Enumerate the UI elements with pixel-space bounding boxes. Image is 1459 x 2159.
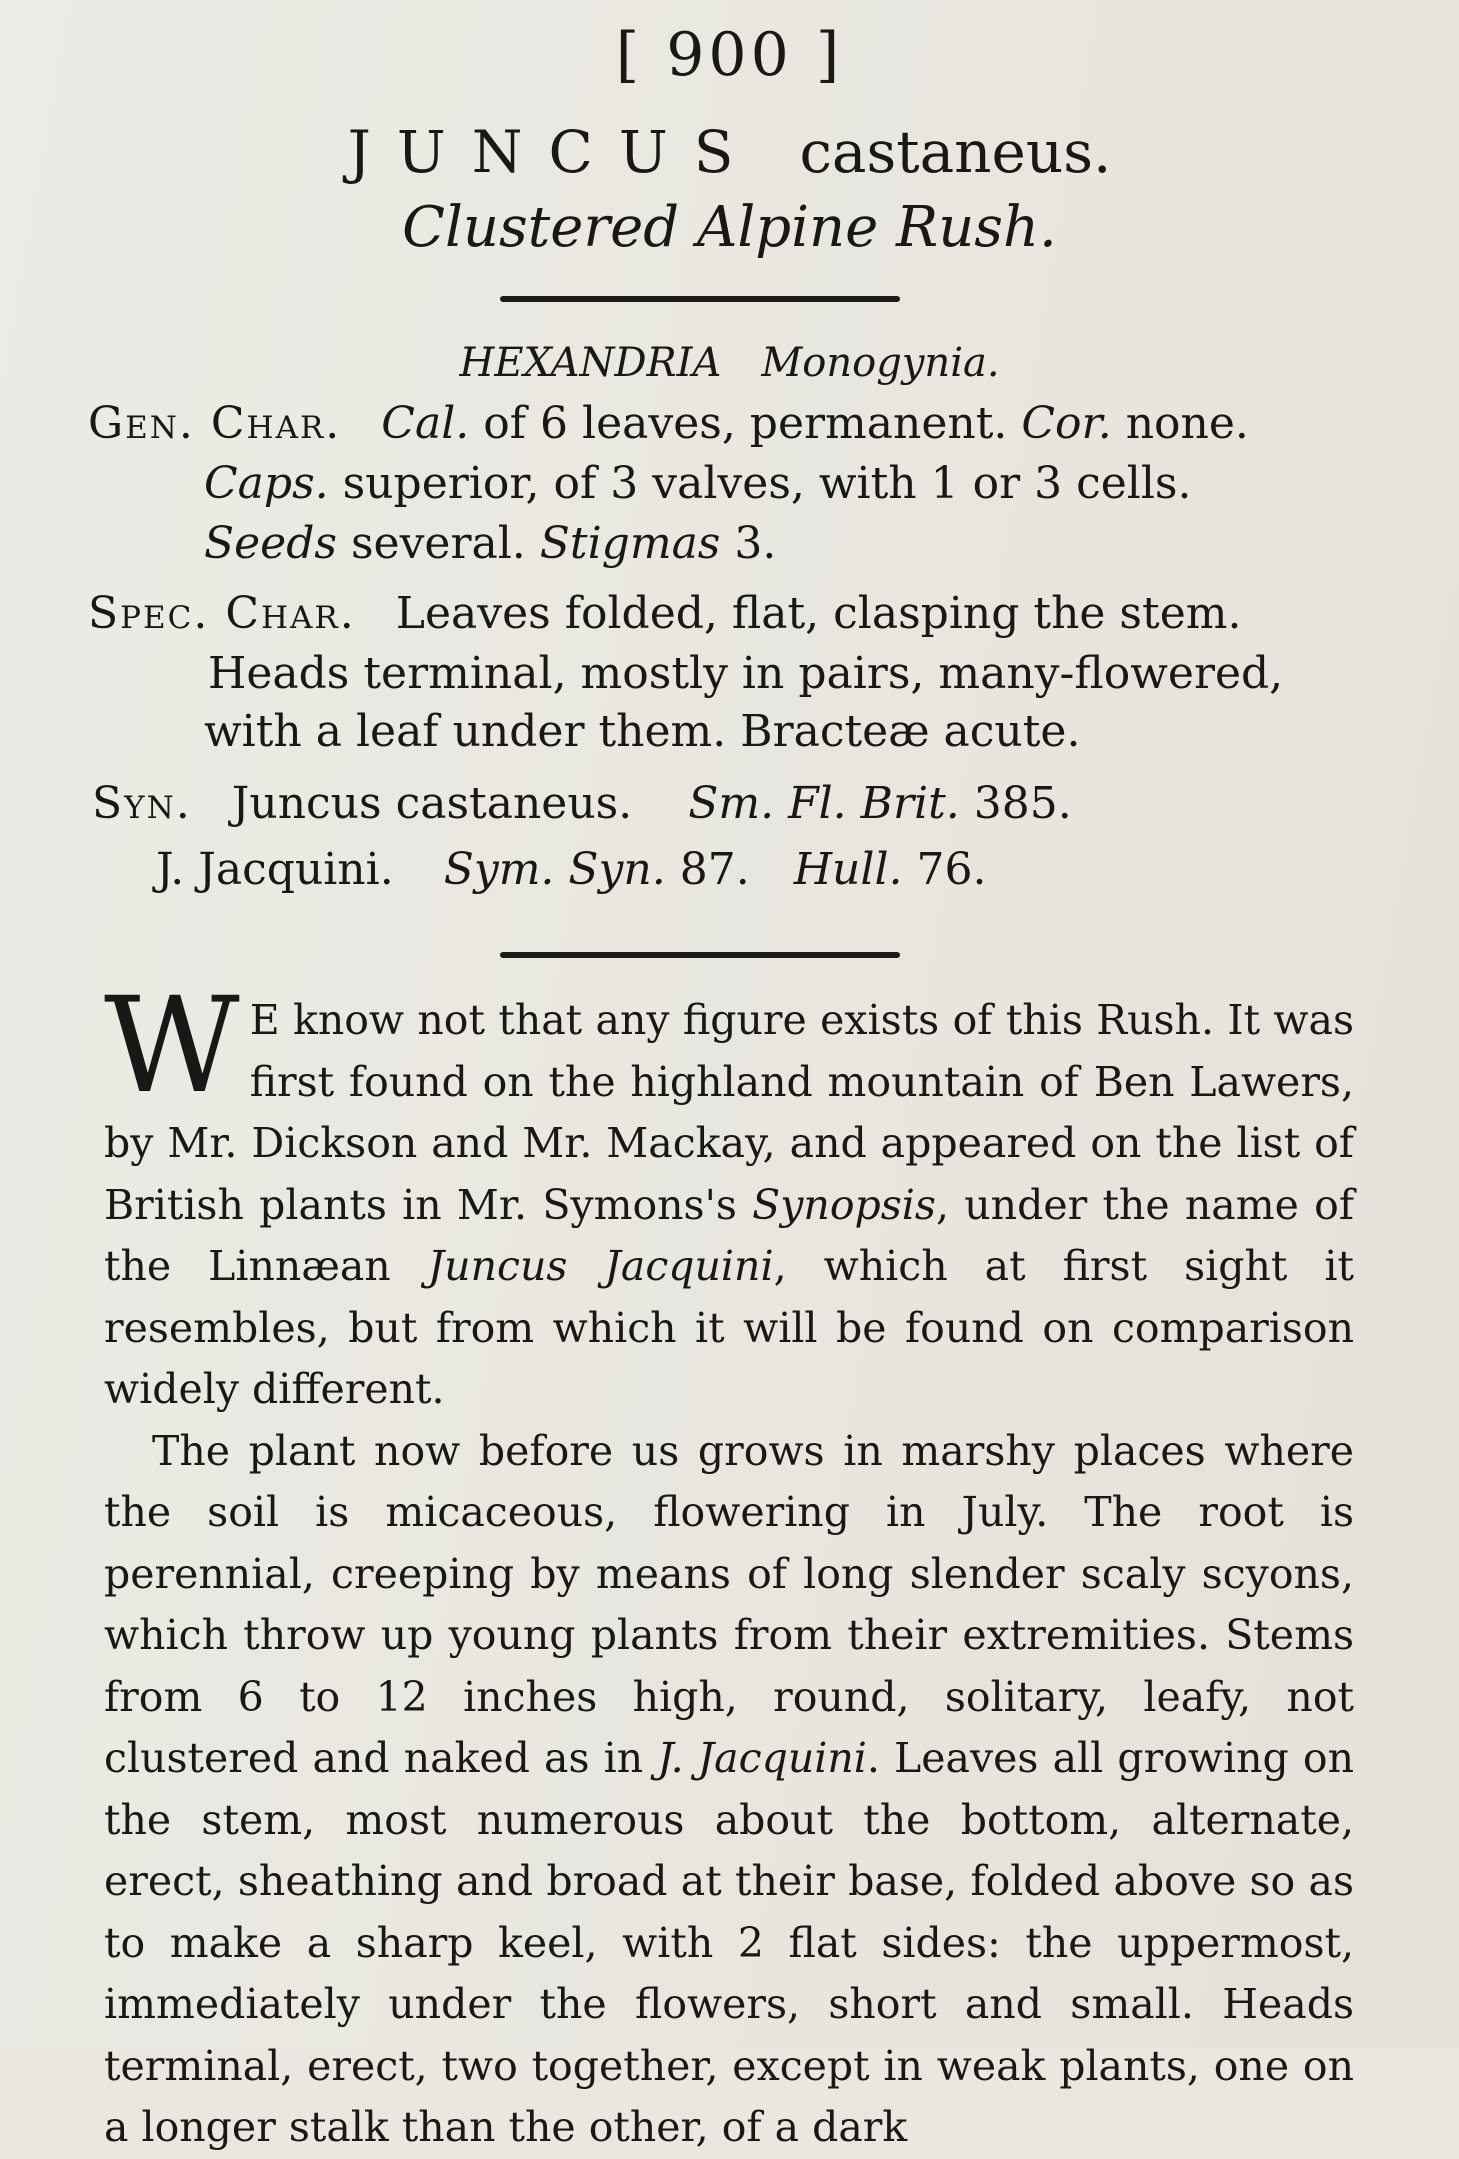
synonym-line-2: J. Jacquini. Sym. Syn. 87. Hull. 76. <box>156 844 987 895</box>
paragraph-1: W E know not that any figure exists of this Rush. It was first found on the highland mountain of Ben Lawers, by Mr. Dickson and Mr. Mackay, and appeared on the list of British plants in Mr. Symons's Synopsis, under the name of the Linnæan Juncus Jacquini, which at first sight it resembles, but from which it will be found on comparison widely different. <box>104 969 1354 1413</box>
spec-char-label: Spec. Char. <box>88 588 356 639</box>
synonym-line-1: Syn. Juncus castaneus. Sm. Fl. Brit. 385. <box>92 778 1072 829</box>
spec-char-line-1: Spec. Char. Leaves folded, flat, clasping the stem. <box>88 588 1242 639</box>
spec-char-line-3: with a leaf under them. Bracteæ acute. <box>204 706 1081 757</box>
common-name: Clustered Alpine Rush. <box>402 195 1057 260</box>
drop-cap: W <box>104 969 240 1123</box>
species-name: castaneus. <box>799 118 1112 186</box>
gen-char-line-2: Caps. superior, of 3 valves, with 1 or 3 cells. <box>204 458 1192 509</box>
spec-char-line-2: Heads terminal, mostly in pairs, many-flowered, <box>208 648 1284 699</box>
gen-char-line-1: Gen. Char. Cal. of 6 leaves, permanent. Cor. none. <box>88 398 1249 449</box>
order-name: Monogynia. <box>761 340 1000 386</box>
divider-rule <box>500 296 900 302</box>
gen-char-label: Gen. Char. <box>88 398 342 449</box>
plant-title <box>0 118 1459 186</box>
synonym-label: Syn. <box>92 778 192 829</box>
description-text <box>104 969 1354 2159</box>
linnaean-classification <box>0 340 1459 386</box>
class-name: HEXANDRIA <box>459 340 722 386</box>
gen-char-line-3: Seeds several. Stigmas 3. <box>204 518 777 569</box>
page-number: [ 900 ] <box>615 20 844 90</box>
genus-name: JUNCUS <box>347 118 760 186</box>
paragraph-2: The plant now before us grows in marshy places where the soil is micaceous, flowering in July. The root is perennial, creeping by means of long slender scaly scyons, which throw up young plants from their extremities. Stems from 6 to 12 inches high, round, solitary, leafy, not clustered and naked as in J. Jacquini. Leaves all growing on the stem, most numerous about the bottom, alternate, erect, sheathing and broad at their base, folded above so as to make a sharp keel, with 2 flat sides: the uppermost, immediately under the flowers, short and small. Heads terminal, erect, two together, except in weak plants, one on a longer stalk than the other, of a dark <box>104 1426 1354 2151</box>
divider-rule <box>500 952 900 958</box>
